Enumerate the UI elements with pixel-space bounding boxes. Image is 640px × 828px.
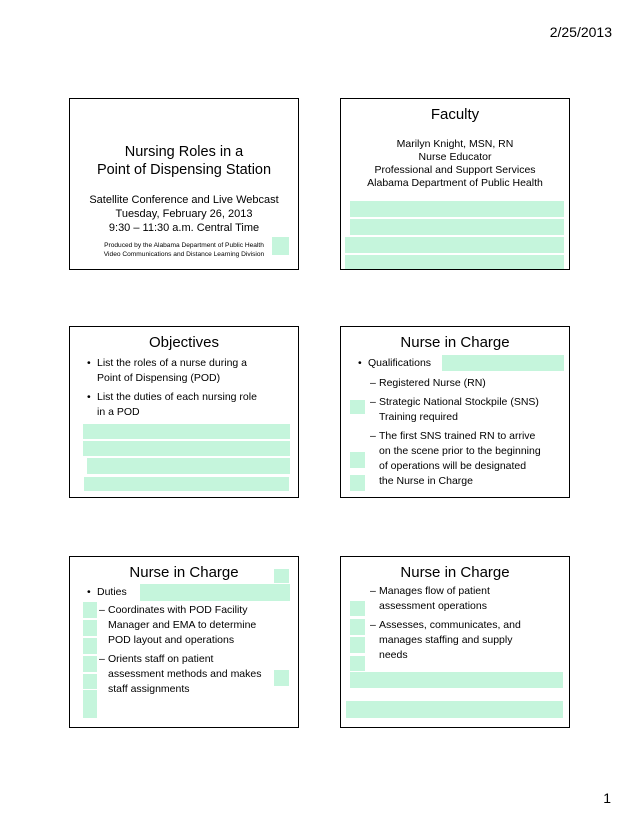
sub-bullet-text: needs (379, 649, 408, 661)
highlight-block (83, 602, 97, 618)
highlight-block (350, 400, 365, 414)
highlight-block (83, 638, 97, 654)
producer-credit (70, 241, 298, 259)
sub-bullet-text: Strategic National Stockpile (SNS) (379, 396, 539, 408)
sub-bullet-text: on the scene prior to the beginning (379, 445, 541, 457)
highlight-block (350, 475, 365, 491)
bullet-text: Point of Dispensing (POD) (97, 372, 221, 384)
print-date: 2/25/2013 (549, 24, 612, 40)
producer-line-2: Video Communications and Distance Learning Division (103, 251, 265, 258)
highlight-block (83, 674, 97, 689)
slide-title: Nurse in Charge (400, 334, 510, 351)
highlight-block (350, 219, 564, 235)
highlight-block (83, 424, 290, 439)
dash-glyph: – (370, 377, 376, 389)
highlight-block (346, 701, 563, 718)
dash-glyph: – (370, 396, 376, 408)
faculty-role: Nurse Educator (418, 151, 492, 163)
highlight-block (87, 458, 290, 474)
conference-info (70, 193, 298, 235)
sub-bullet-text: manages staffing and supply (379, 634, 513, 646)
sub-bullet-item (370, 429, 541, 489)
highlight-block (345, 255, 564, 269)
highlight-block (272, 237, 289, 255)
highlight-block (350, 656, 365, 671)
sub-bullet-text: POD layout and operations (108, 634, 235, 646)
sub-bullet-text: assessment operations (379, 600, 487, 612)
bullet-item (87, 585, 127, 600)
sub-bullet-text: Coordinates with POD Facility (108, 604, 248, 616)
bullet-item (87, 356, 248, 386)
slide-title: Objectives (148, 334, 220, 351)
highlight-block (83, 620, 97, 636)
highlight-block (345, 237, 564, 253)
dash-glyph: – (370, 585, 376, 597)
dash-glyph: – (370, 430, 376, 442)
bullet-glyph: • (87, 391, 91, 403)
faculty-name: Marilyn Knight, MSN, RN (396, 138, 514, 150)
faculty-department: Alabama Department of Public Health (367, 177, 543, 189)
sub-bullet-text: Assesses, communicates, and (379, 619, 521, 631)
bullet-glyph: • (87, 357, 91, 369)
dash-glyph: – (99, 604, 105, 616)
page-number: 1 (603, 790, 611, 806)
sub-bullet-item (370, 395, 539, 425)
sub-bullet-text: Registered Nurse (RN) (379, 377, 486, 389)
highlight-block (350, 201, 564, 217)
highlight-block (442, 355, 564, 371)
sub-bullet-item (99, 652, 262, 697)
sub-bullet-item (370, 376, 486, 391)
highlight-block (84, 477, 289, 491)
highlight-block (83, 702, 97, 718)
slide-6-nurse-in-charge-management (340, 556, 570, 728)
bullet-item (358, 356, 432, 371)
highlight-block (350, 601, 365, 616)
sub-bullet-text: Orients staff on patient (108, 653, 214, 665)
highlight-block (140, 584, 290, 601)
bullet-text: List the duties of each nursing role (97, 391, 257, 403)
title-line-1: Nursing Roles in a (124, 144, 244, 160)
highlight-block (274, 569, 289, 583)
slide-title: Faculty (430, 106, 480, 123)
sub-bullet-text: The first SNS trained RN to arrive (379, 430, 536, 442)
bullet-text: List the roles of a nurse during a (97, 357, 248, 369)
bullet-glyph: • (358, 357, 362, 369)
bullet-text: in a POD (97, 406, 140, 418)
slide-4-nurse-in-charge (340, 326, 570, 498)
highlight-block (83, 441, 290, 456)
sub-bullet-text: of operations will be designated (379, 460, 527, 472)
dash-glyph: – (370, 619, 376, 631)
presentation-title (70, 143, 298, 179)
highlight-block (350, 672, 563, 688)
conference-type: Satellite Conference and Live Webcast (89, 194, 279, 206)
bullet-text: Qualifications (368, 357, 432, 369)
producer-line-1: Produced by the Alabama Department of Public Health (104, 242, 264, 249)
faculty-info (341, 138, 569, 190)
slide-5-nurse-in-charge-duties (69, 556, 299, 728)
sub-bullet-text: Training required (379, 411, 458, 423)
sub-bullet-text: staff assignments (108, 683, 190, 695)
bullet-glyph: • (87, 586, 91, 598)
slide-title: Nurse in Charge (129, 564, 239, 581)
bullet-text: Duties (97, 586, 127, 598)
sub-bullet-item (370, 584, 490, 614)
sub-bullet-item (370, 618, 521, 663)
dash-glyph: – (99, 653, 105, 665)
sub-bullet-text: Manages flow of patient (379, 585, 490, 597)
faculty-unit: Professional and Support Services (374, 164, 536, 176)
slide-1-title (69, 98, 299, 270)
highlight-block (83, 656, 97, 672)
sub-bullet-text: Manager and EMA to determine (108, 619, 257, 631)
slide-3-objectives (69, 326, 299, 498)
highlight-block (274, 670, 289, 686)
conference-time: 9:30 – 11:30 a.m. Central Time (108, 222, 260, 234)
bullet-item (87, 390, 257, 420)
slide-title: Nurse in Charge (400, 564, 510, 581)
slide-2-faculty (340, 98, 570, 270)
highlight-block (350, 619, 365, 635)
sub-bullet-text: assessment methods and makes (108, 668, 262, 680)
conference-date: Tuesday, February 26, 2013 (115, 208, 253, 220)
highlight-block (350, 637, 365, 653)
sub-bullet-text: the Nurse in Charge (379, 475, 473, 487)
highlight-block (350, 452, 365, 468)
title-line-2: Point of Dispensing Station (96, 162, 272, 178)
sub-bullet-item (99, 603, 257, 648)
